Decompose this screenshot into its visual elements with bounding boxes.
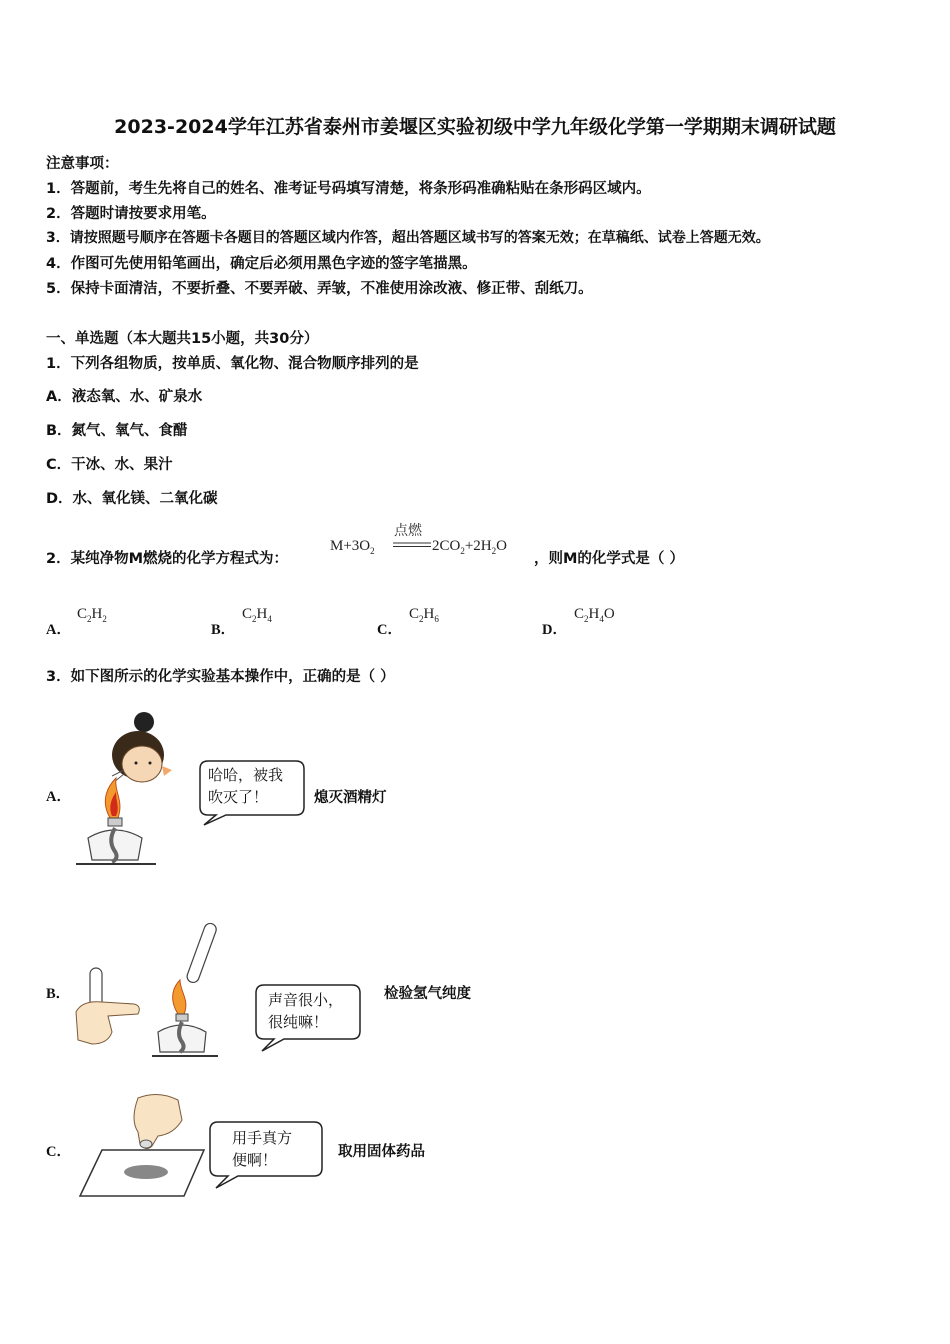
q3-b-bubble-line1: 声音很小， [268, 991, 344, 1009]
q3-b-illustration [72, 922, 232, 1062]
q2-option-b-label: B． [211, 622, 236, 638]
q1-option-c: C．干冰、水、果汁 [46, 457, 173, 473]
notes-item-2: 2．答题时请按要求用笔。 [46, 206, 216, 222]
q3-b-caption: 检验氢气纯度 [384, 986, 471, 1002]
q2-stem-end: ，则M的化学式是（ ） [534, 551, 684, 567]
notes-item-3: 3．请按照题号顺序在答题卡各题目的答题区域内作答，超出答题区域书写的答案无效；在草稿纸、试卷上答题无效。 [46, 230, 770, 246]
q3-c-caption: 取用固体药品 [338, 1144, 425, 1160]
girl-hair-bun [134, 712, 154, 732]
q3-a-caption: 熄灭酒精灯 [314, 790, 387, 806]
q2-option-c-formula: $C_2H_6$ [409, 606, 439, 624]
notes-item-1: 1．答题前，考生先将自己的姓名、准考证号码填写清楚，将条形码准确粘贴在条形码区域内。 [46, 181, 651, 197]
notes-heading: 注意事项： [46, 156, 119, 172]
q3-a-bubble-line1: 哈哈，被我 [208, 766, 284, 784]
q3-option-b-label: B． [46, 986, 71, 1002]
q3-a-illustration [72, 700, 182, 870]
q1-option-b: B．氮气、氧气、食醋 [46, 423, 188, 439]
q2-stem: 2．某纯净物M燃烧的化学方程式为： [46, 551, 289, 567]
hand-icon [134, 1094, 182, 1148]
q2-option-a-label: A． [46, 622, 71, 638]
q1-option-a: A．液态氧、水、矿泉水 [46, 389, 203, 405]
q3-c-illustration [78, 1090, 208, 1202]
q3-stem: 3．如下图所示的化学实验基本操作中，正确的是（ ） [46, 669, 395, 685]
notes-item-5: 5．保持卡面清洁，不要折叠、不要弄破、弄皱，不准使用涂改液、修正带、刮纸刀。 [46, 281, 593, 297]
hand-icon [76, 1002, 139, 1044]
notes-item-4: 4．作图可先使用铅笔画出，确定后必须用黑色字迹的签字笔描黑。 [46, 256, 477, 272]
flame-icon [173, 980, 186, 1014]
q2-option-c-label: C． [377, 622, 402, 638]
girl-shoulder [162, 766, 172, 776]
q3-option-a-label: A． [46, 789, 71, 805]
q2-option-d-formula: $C_2H_4O$ [574, 606, 615, 624]
q2-equation-left: $M+3O_2$ [330, 538, 375, 556]
q3-c-bubble-line2: 便啊！ [232, 1151, 278, 1169]
girl-face [122, 746, 162, 782]
q2-option-d-label: D． [542, 622, 567, 638]
q2-equal-sign [393, 542, 431, 548]
exam-title: 2023-2024学年江苏省泰州市姜堰区实验初级中学九年级化学第一学期期末调研试题 [114, 116, 836, 138]
powder-pile-icon [124, 1165, 168, 1179]
section-heading: 一、单选题（本大题共15小题，共30分） [46, 331, 319, 347]
q2-option-a-formula: $C_2H_2$ [77, 606, 107, 624]
q1-option-d: D．水、氧化镁、二氧化碳 [46, 491, 218, 507]
q3-a-bubble-line2: 吹灭了！ [208, 788, 269, 806]
q1-stem: 1．下列各组物质，按单质、氧化物、混合物顺序排列的是 [46, 356, 419, 372]
q2-equation-right: $2CO_2+2H_2O$ [432, 538, 507, 556]
q3-c-bubble-line1: 用手真方 [232, 1129, 293, 1147]
q3-b-bubble-line2: 很纯嘛！ [268, 1013, 329, 1031]
q2-option-b-formula: $C_2H_4$ [242, 606, 272, 624]
q3-option-c-label: C． [46, 1144, 71, 1160]
q2-condition: 点燃 [394, 523, 422, 539]
